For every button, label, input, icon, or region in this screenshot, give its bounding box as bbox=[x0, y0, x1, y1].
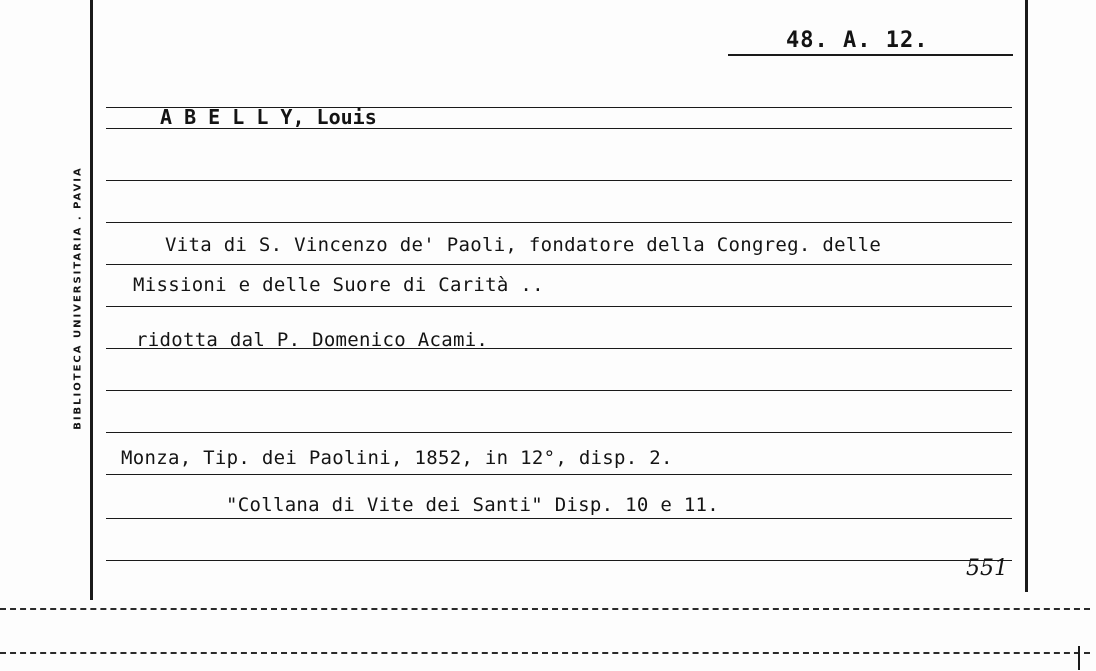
right-margin-rule bbox=[1025, 0, 1028, 592]
shelfmark: 48. A. 12. bbox=[786, 28, 929, 53]
title-line-3: ridotta dal P. Domenico Acami. bbox=[136, 329, 489, 351]
scan-artifact-mark bbox=[1078, 646, 1080, 670]
ruled-line bbox=[106, 390, 1012, 391]
ruled-line bbox=[106, 180, 1012, 181]
title-line-2: Missioni e delle Suore di Carità .. bbox=[133, 274, 544, 296]
scan-artifact-line bbox=[0, 608, 1090, 610]
series-note: "Collana di Vite dei Santi" Disp. 10 e 11. bbox=[226, 494, 720, 516]
imprint-line: Monza, Tip. dei Paolini, 1852, in 12°, disp. 2. bbox=[121, 447, 673, 469]
shelfmark-underline bbox=[728, 54, 1013, 56]
author-heading: A B E L L Y, Louis bbox=[160, 105, 377, 129]
library-stamp: BIBLIOTECA UNIVERSITARIA . PAVIA bbox=[72, 166, 84, 430]
ruled-line bbox=[106, 518, 1012, 519]
ruled-line bbox=[106, 474, 1012, 475]
ruled-line bbox=[106, 222, 1012, 223]
ruled-line bbox=[106, 306, 1012, 307]
left-margin-rule bbox=[90, 0, 93, 600]
title-line-1: Vita di S. Vincenzo de' Paoli, fondatore della Congreg. delle bbox=[165, 234, 882, 256]
ruled-line bbox=[106, 560, 1012, 561]
handwritten-number: 551 bbox=[966, 556, 1008, 581]
ruled-line bbox=[106, 264, 1012, 265]
scan-artifact-line bbox=[0, 652, 1090, 654]
ruled-line bbox=[106, 432, 1012, 433]
